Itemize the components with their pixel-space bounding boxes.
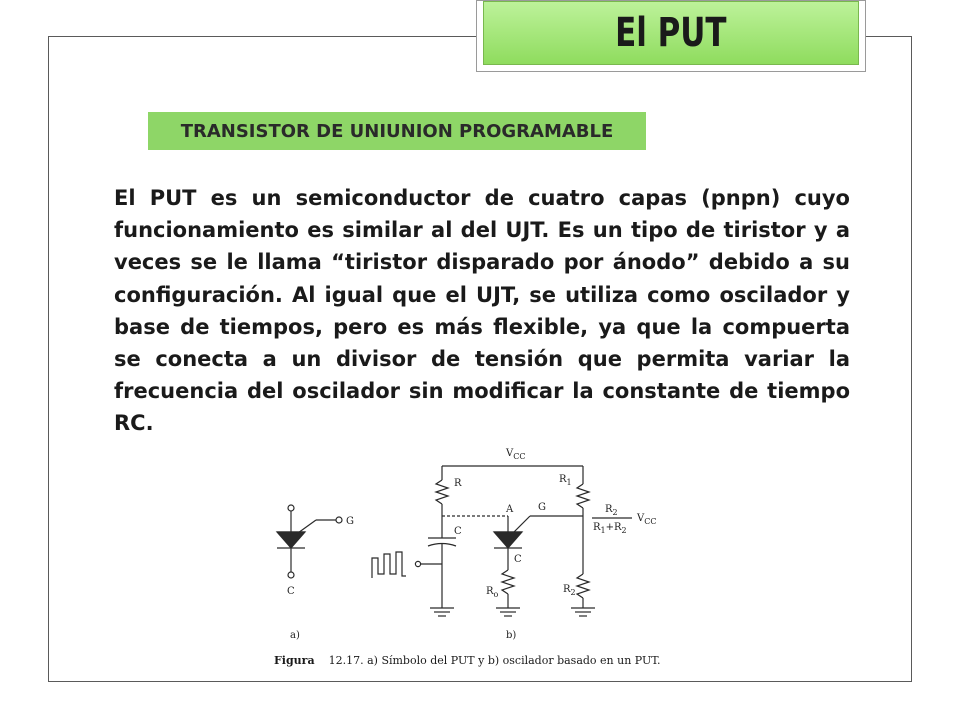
label-c-a: C	[287, 586, 295, 597]
title-banner	[476, 0, 866, 72]
label-part-b: b)	[506, 630, 517, 641]
circuit-diagram	[260, 442, 700, 672]
label-node-g: G	[538, 502, 546, 513]
slide-title: El PUT	[615, 10, 727, 56]
label-r1: $R_1$	[559, 474, 572, 487]
caption-label: Figura	[274, 654, 315, 667]
label-r: R	[454, 478, 462, 489]
subtitle-banner: TRANSISTOR DE UNIUNION PROGRAMABLE	[148, 112, 646, 150]
label-part-a: a)	[290, 630, 300, 641]
label-r0: $R_o$	[486, 586, 499, 599]
label-vcc: $V_{CC}$	[506, 448, 526, 461]
body-paragraph: El PUT es un semiconductor de cuatro capas (pnpn) cuyo funcionamiento es similar al del UJT. Es un tipo de tiristor y a veces se le llama “tiristor disparado por ánodo” debido a su configuración. Al igual que el UJT, se utiliza como oscilador y base de tiempos, pero es más flexible, ya que la compuerta se conecta a un divisor de tensión que permita variar la frecuencia del oscilador sin modificar la constante de tiempo RC.	[114, 186, 850, 436]
label-r2: $R_2$	[563, 584, 576, 597]
caption-text: 12.17. a) Símbolo del PUT y b) oscilador basado en un PUT.	[328, 654, 661, 667]
label-node-a: A	[506, 504, 514, 515]
label-ratio-num: $R_2$	[605, 504, 618, 517]
figure-caption	[274, 654, 694, 667]
label-ratio-vcc: $V_{CC}$	[637, 513, 657, 526]
label-node-c: C	[514, 554, 522, 565]
circuit-figure	[260, 442, 700, 672]
label-c-cap: C	[454, 526, 462, 537]
title-box	[483, 1, 859, 65]
label-ratio-den: $R_1+R_2$	[593, 522, 627, 535]
label-g-a: G	[346, 516, 354, 527]
